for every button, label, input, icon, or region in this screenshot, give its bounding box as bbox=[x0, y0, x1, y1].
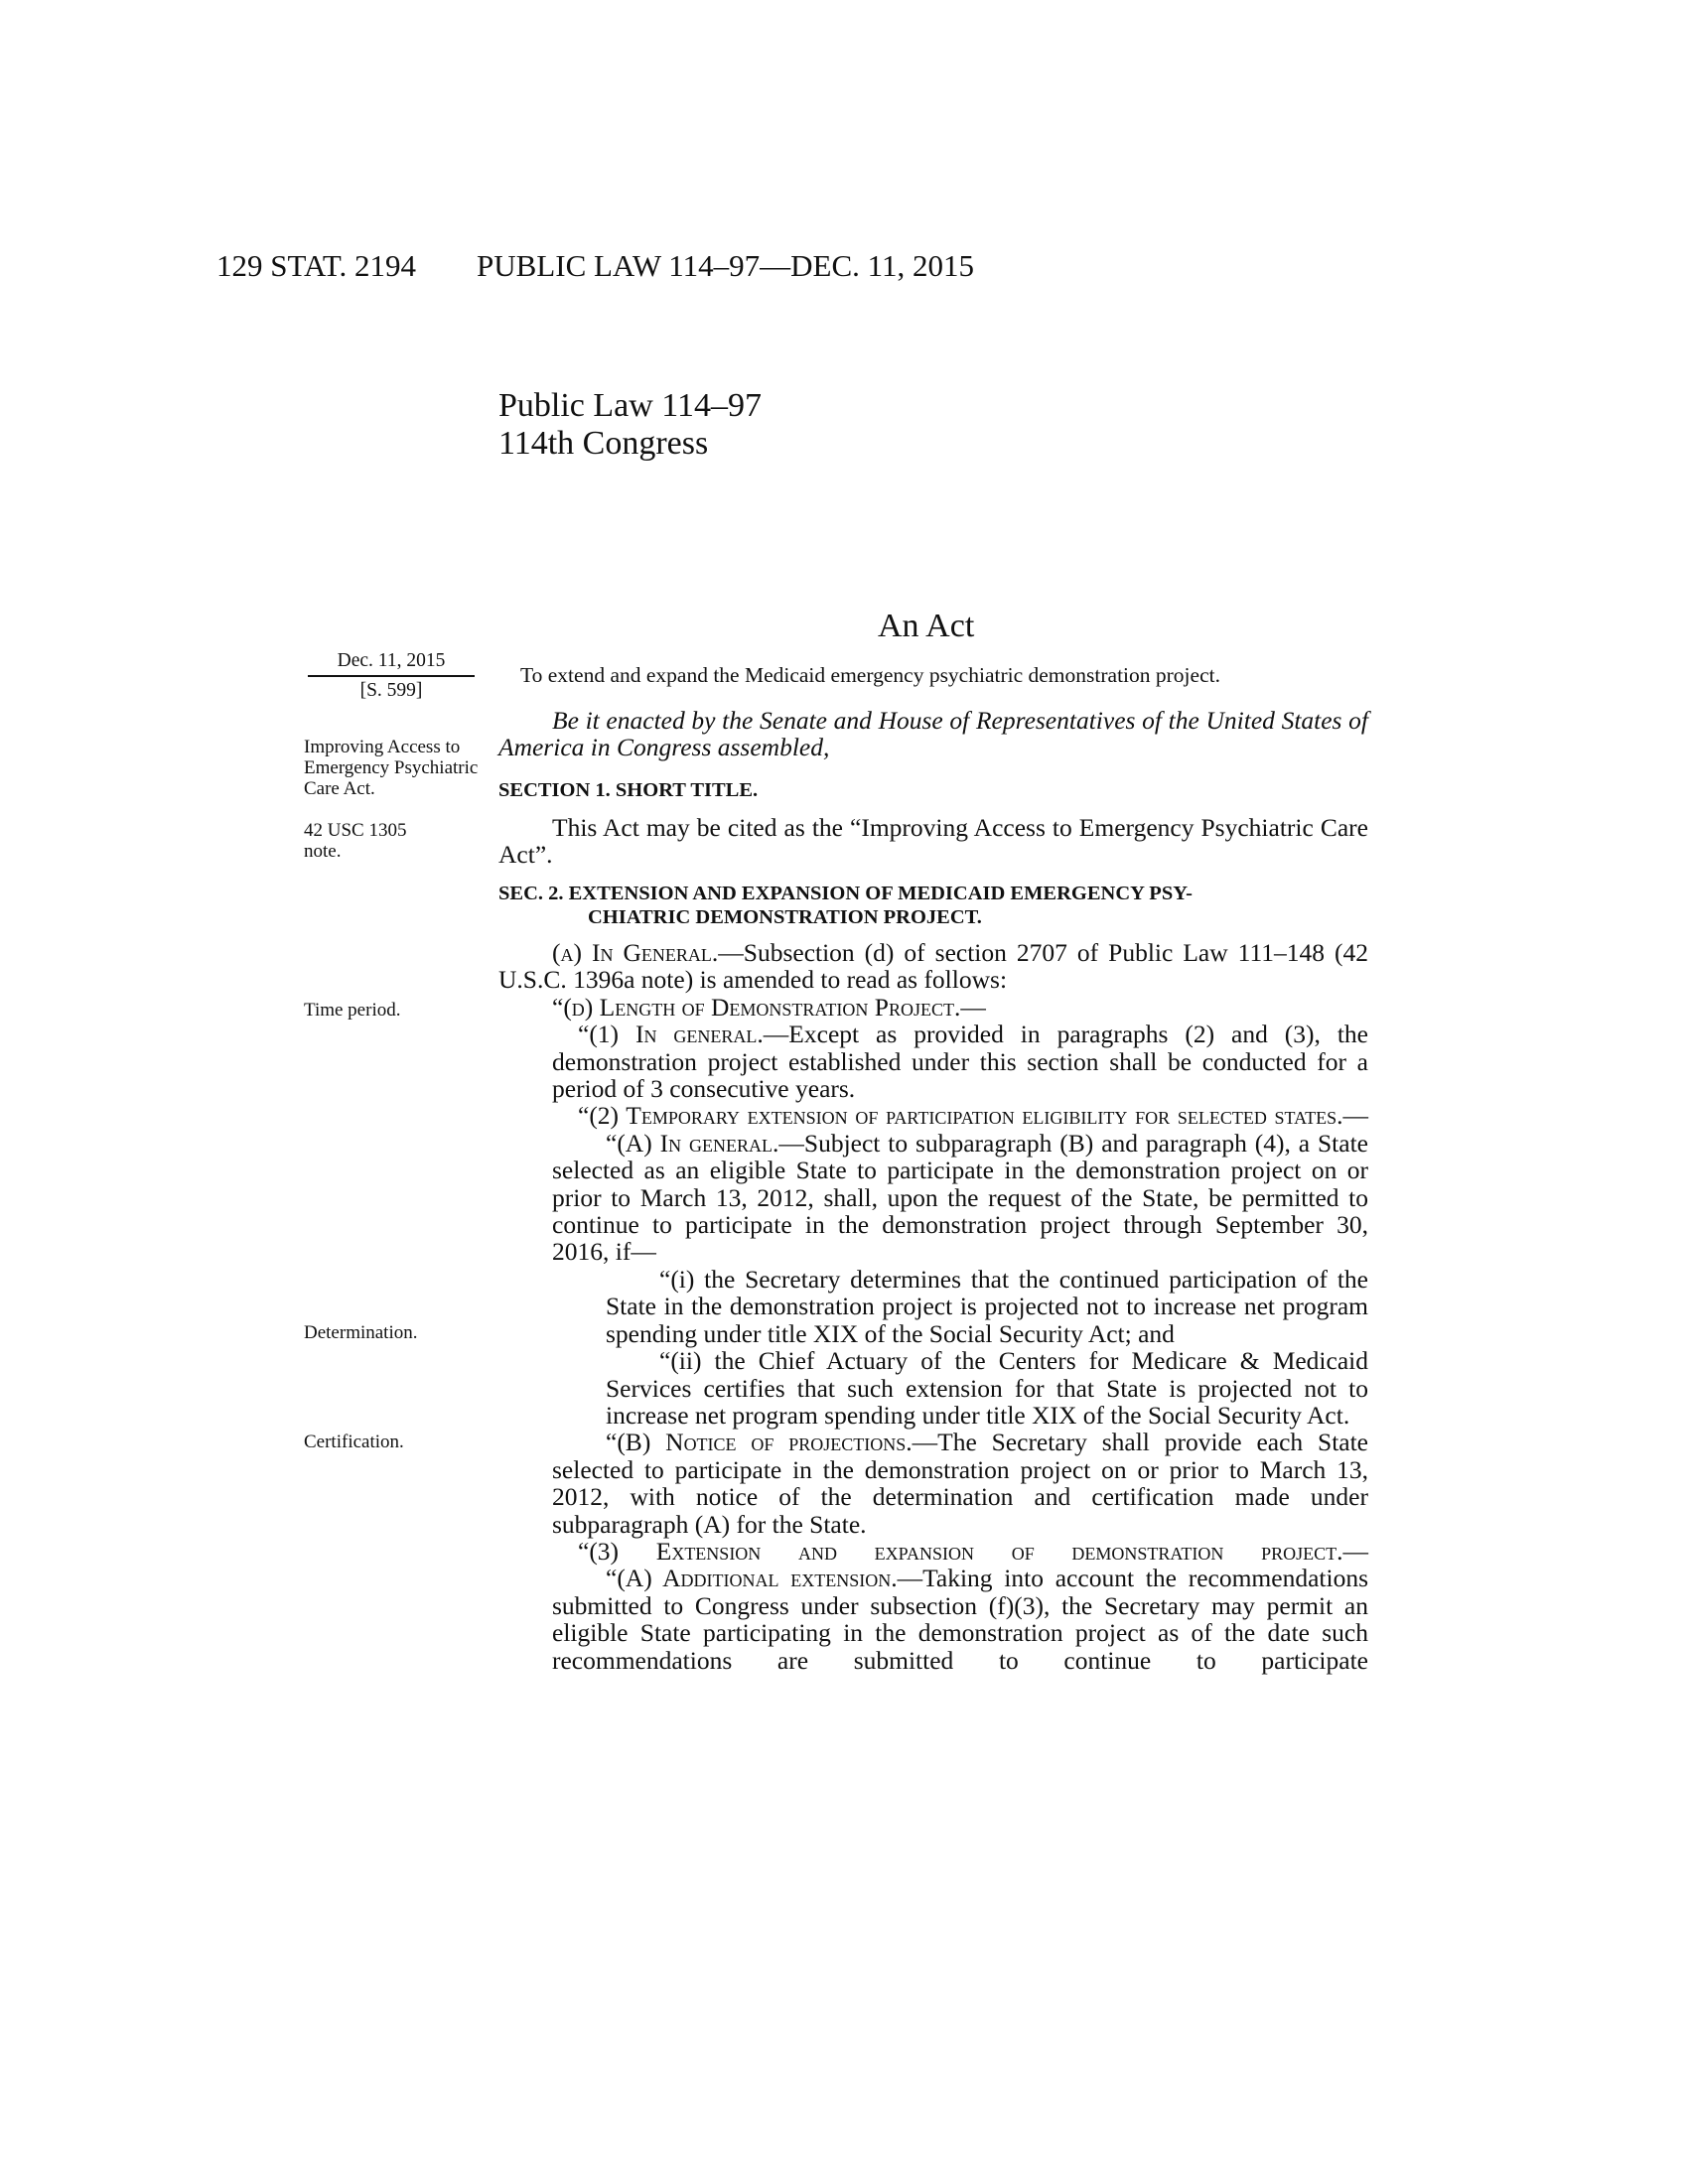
subsection-d-dash: — bbox=[960, 992, 986, 1022]
margin-note-certification: Certification. bbox=[304, 1432, 404, 1452]
clause-2Ai: “(i) the Secretary determines that the continued participation of the State in the demonstration project is projected not to increase net program spending under title XIX of the Social Security Act; and bbox=[606, 1264, 1368, 1348]
subparagraph-2B bbox=[498, 1429, 1368, 1538]
page-number: 129 STAT. 2194 bbox=[216, 248, 417, 283]
subparagraph-2A-label: “(A) In general. bbox=[606, 1128, 779, 1158]
enactment-date: Dec. 11, 2015 bbox=[337, 650, 446, 671]
subparagraph-3A bbox=[498, 1565, 1368, 1674]
margin-note-short-title: Improving Access to Emergency Psychiatric Care Act. bbox=[304, 737, 479, 799]
enacting-clause-block bbox=[498, 707, 1368, 761]
subparagraph-3A-text: —Taking into account the recommendations submitted to Congress under subsection (f)(3), the Secretary may permit an eligible State participating in the demonstration project as of the date such recommendations are submitted to continue to participate bbox=[552, 1564, 1368, 1675]
enactment-date-box bbox=[308, 647, 475, 705]
section-1-text: This Act may be cited as the “Improving Access to Emergency Psychiatric Care Act”. bbox=[498, 813, 1368, 870]
subparagraph-2B-text: —The Secretary shall provide each State selected to participate in the demonstration project on or prior to March 13, 2012, with notice of the determination and certification made under subparagraph (A) for the State. bbox=[552, 1428, 1368, 1539]
subparagraph-2A-text: —Subject to subparagraph (B) and paragraph (4), a State selected as an eligible State to participate in the demonstration project on or prior to March 13, 2012, shall, upon the request of the State, be permitted to continue to participate in the demonstration project through September 30, 2016, if— bbox=[552, 1128, 1368, 1267]
section-2-heading bbox=[498, 882, 1368, 929]
subparagraph-2A bbox=[498, 1130, 1368, 1266]
bill-number: [S. 599] bbox=[359, 680, 423, 701]
law-number: Public Law 114–97 bbox=[498, 387, 763, 424]
margin-note-time-period: Time period. bbox=[304, 1000, 401, 1021]
section-1 bbox=[498, 778, 1368, 869]
section-2-heading-line-2: CHIATRIC DEMONSTRATION PROJECT. bbox=[588, 906, 982, 928]
congress-number: 114th Congress bbox=[498, 425, 709, 462]
subsection-a-text: —Subsection (d) of section 2707 of Public Law 111–148 (42 U.S.C. 1396a note) is amended to read as follows: bbox=[498, 938, 1368, 995]
paragraph-1-text: —Except as provided in paragraphs (2) and (3), the demonstration project established under this section shall be conducted for a period of 3 consecutive years. bbox=[552, 1020, 1369, 1104]
enacting-clause: Be it enacted by the Senate and House of Representatives of the United States of America in Congress assembled, bbox=[498, 706, 1368, 762]
section-2-body bbox=[498, 939, 1368, 1674]
section-1-heading: SECTION 1. SHORT TITLE. bbox=[498, 779, 759, 801]
paragraph-2-dash: — bbox=[1342, 1101, 1368, 1131]
running-head-citation: PUBLIC LAW 114–97—DEC. 11, 2015 bbox=[477, 248, 974, 283]
section-2-heading-line-1: SEC. 2. EXTENSION AND EXPANSION OF MEDICAID EMERGENCY PSY- bbox=[498, 883, 1193, 904]
act-heading: An Act bbox=[878, 608, 975, 644]
paragraph-3-label: “(3) Extension and expansion of demonstration project. bbox=[578, 1536, 1343, 1566]
subparagraph-2B-label: “(B) Notice of projections. bbox=[606, 1428, 913, 1457]
paragraph-2-label: “(2) Temporary extension of participation eligibility for selected states. bbox=[578, 1101, 1343, 1131]
subsection-d-heading bbox=[498, 994, 1368, 1021]
paragraph-3-dash: — bbox=[1342, 1536, 1368, 1566]
paragraph-1-label: “(1) In general. bbox=[578, 1020, 764, 1049]
subparagraph-3A-label: “(A) Additional extension. bbox=[606, 1564, 898, 1593]
subsection-a bbox=[498, 939, 1368, 994]
act-purpose: To extend and expand the Medicaid emergency psychiatric demonstration project. bbox=[520, 663, 1220, 687]
margin-note-usc: 42 USC 1305 note. bbox=[304, 820, 407, 862]
paragraph-2-heading bbox=[498, 1102, 1368, 1129]
paragraph-3-heading bbox=[498, 1538, 1368, 1565]
paragraph-1 bbox=[498, 1021, 1368, 1102]
subsection-d-label: “(d) Length of Demonstration Project. bbox=[552, 992, 961, 1022]
clause-2Aii: “(ii) the Chief Actuary of the Centers for Medicare & Medicaid Services certifies that such extension for that State is projected not to increase net program spending under title XIX of the Social Security Act. bbox=[606, 1346, 1368, 1430]
subsection-a-label: (a) In General. bbox=[552, 938, 719, 967]
margin-note-determination: Determination. bbox=[304, 1322, 418, 1343]
